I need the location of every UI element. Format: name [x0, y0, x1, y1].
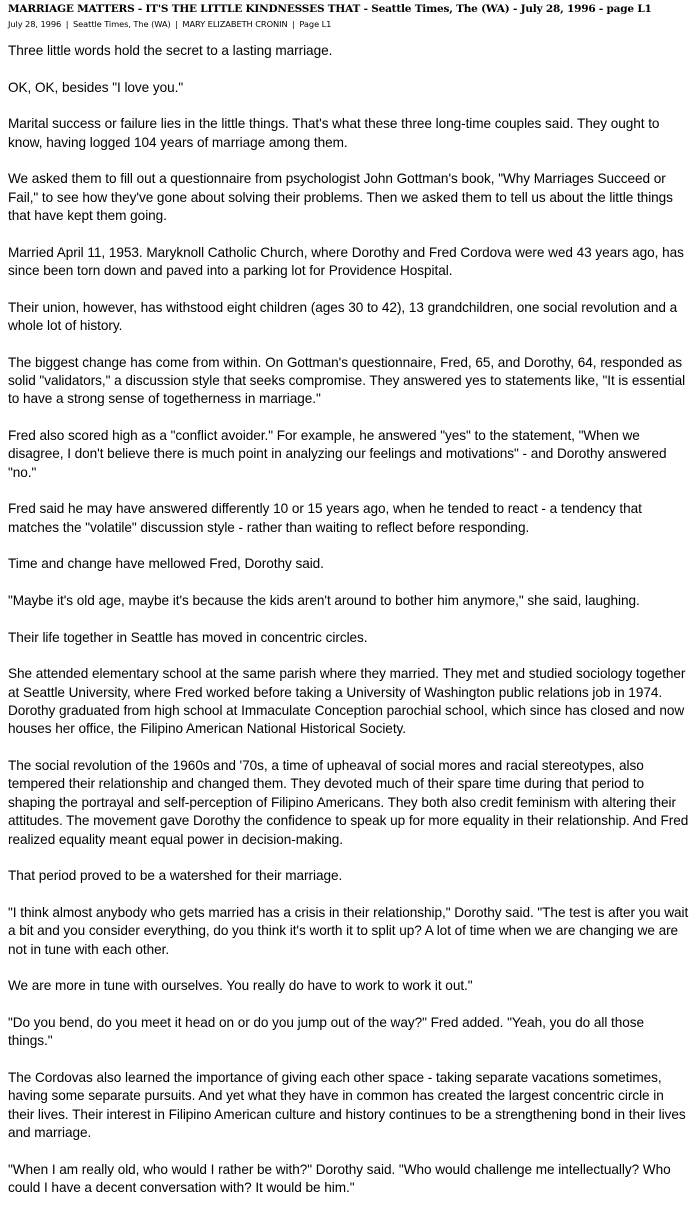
article-author: MARY ELIZABETH CRONIN: [182, 19, 288, 29]
article-paragraph: We are more in tune with ourselves. You really do have to work to work it out.": [8, 978, 473, 994]
article-paragraph: Married April 11, 1953. Maryknoll Catholic Church, where Dorothy and Fred Cordova were wed 43 years ago, has since been torn down and paved into a parking lot for Providence Hospital.: [8, 244, 684, 278]
article-paragraph: We asked them to fill out a questionnaire from psychologist John Gottman's book, "Why Marriages Succeed or Fail," to see how they've gone about solving their problems. Then we asked them to tell us about the little things that have kept them going.: [8, 171, 673, 223]
article-paragraph: Their union, however, has withstood eight children (ages 30 to 42), 13 grandchildren, one social revolution and a whole lot of history.: [8, 299, 678, 333]
article-headline: MARRIAGE MATTERS - IT'S THE LITTLE KINDNESSES THAT - Seattle Times, The (WA) - July 28, 1996 - page L1: [8, 3, 652, 15]
article-paragraph: "I think almost anybody who gets married has a crisis in their relationship," Dorothy said. "The test is after you wait a bit and you consider everything, do you think it's worth it to split up? A lot of time when we are changing we are not in tune with each other.: [8, 904, 689, 957]
article-paragraph: "When I am really old, who would I rather be with?" Dorothy said. "Who would challenge me intellectually? Who could I have a decent conversation with? It would be him.": [8, 1161, 671, 1196]
article-paragraph: OK, OK, besides "I love you.": [8, 79, 184, 95]
article-body: [8, 42, 690, 1197]
article-paragraph: Marital success or failure lies in the little things. That's what these three long-time couples said. They ought to know, having logged 104 years of marriage among them.: [8, 116, 660, 150]
article-paragraph: Three little words hold the secret to a lasting marriage.: [8, 43, 333, 58]
article-meta: [8, 18, 690, 30]
article-paragraph: She attended elementary school at the same parish where they married. They met and studied sociology together at Seattle University, where Fred worked before taking a University of Washington public relations job in 1974. Dorothy graduated from high school at Immaculate Conception parochial school, which since has closed and now houses her office, the Filipino American National Historical Society.: [8, 666, 686, 737]
article-paragraph: "Maybe it's old age, maybe it's because the kids aren't around to bother him anymore," she said, laughing.: [8, 593, 640, 608]
article-paragraph: Time and change have mellowed Fred, Dorothy said.: [8, 556, 324, 572]
article-paragraph: The social revolution of the 1960s and '70s, a time of upheaval of social mores and racial stereotypes, also tempered their relationship and changed them. They devoted much of their spare time during that period to shaping the portrayal and self-perception of Filipino Americans. They both also credit feminism with altering their attitudes. The movement gave Dorothy the confidence to speak up for more equality in their relationship. And Fred realized equality meant equal power in decision-making.: [8, 758, 689, 847]
article-date: July 28, 1996: [8, 19, 62, 29]
meta-separator: |: [292, 19, 295, 29]
article-paragraph: "Do you bend, do you meet it head on or do you jump out of the way?" Fred added. "Yeah, you do all those things.": [8, 1014, 645, 1049]
article-paragraph: That period proved to be a watershed for their marriage.: [8, 868, 343, 884]
meta-separator: |: [65, 19, 69, 29]
article: [8, 2, 690, 1216]
article-paragraph: Fred said he may have answered differently 10 or 15 years ago, when he tended to react - a tendency that matches the "volatile" discussion style - rather than waiting to reflect before responding.: [8, 501, 642, 535]
article-paragraph: The Cordovas also learned the importance of giving each other space - taking separate vacations sometimes, having some separate pursuits. And yet what they have in common has created the largest concentric circle in their lives. Their interest in Filipino American culture and history continues to be a strengthening bond in their lives and marriage.: [8, 1069, 686, 1141]
article-paragraph: Their life together in Seattle has moved in concentric circles.: [8, 629, 368, 645]
article-source: Seattle Times, The (WA): [73, 19, 171, 29]
article-paragraph: The biggest change has come from within. On Gottman's questionnaire, Fred, 65, and Dorothy, 64, responded as solid "validators," a discussion style that seeks compromise. They answered yes to statements like, "It is essential to have a strong sense of togetherness in marriage.": [8, 354, 686, 407]
article-page: Page L1: [299, 19, 332, 29]
meta-separator: |: [175, 19, 178, 29]
article-paragraph: Fred also scored high as a "conflict avoider." For example, he answered "yes" to the statement, "When we disagree, I don't believe there is much point in analyzing our feelings and motivations" - and Dorothy answered "no.": [8, 428, 667, 480]
